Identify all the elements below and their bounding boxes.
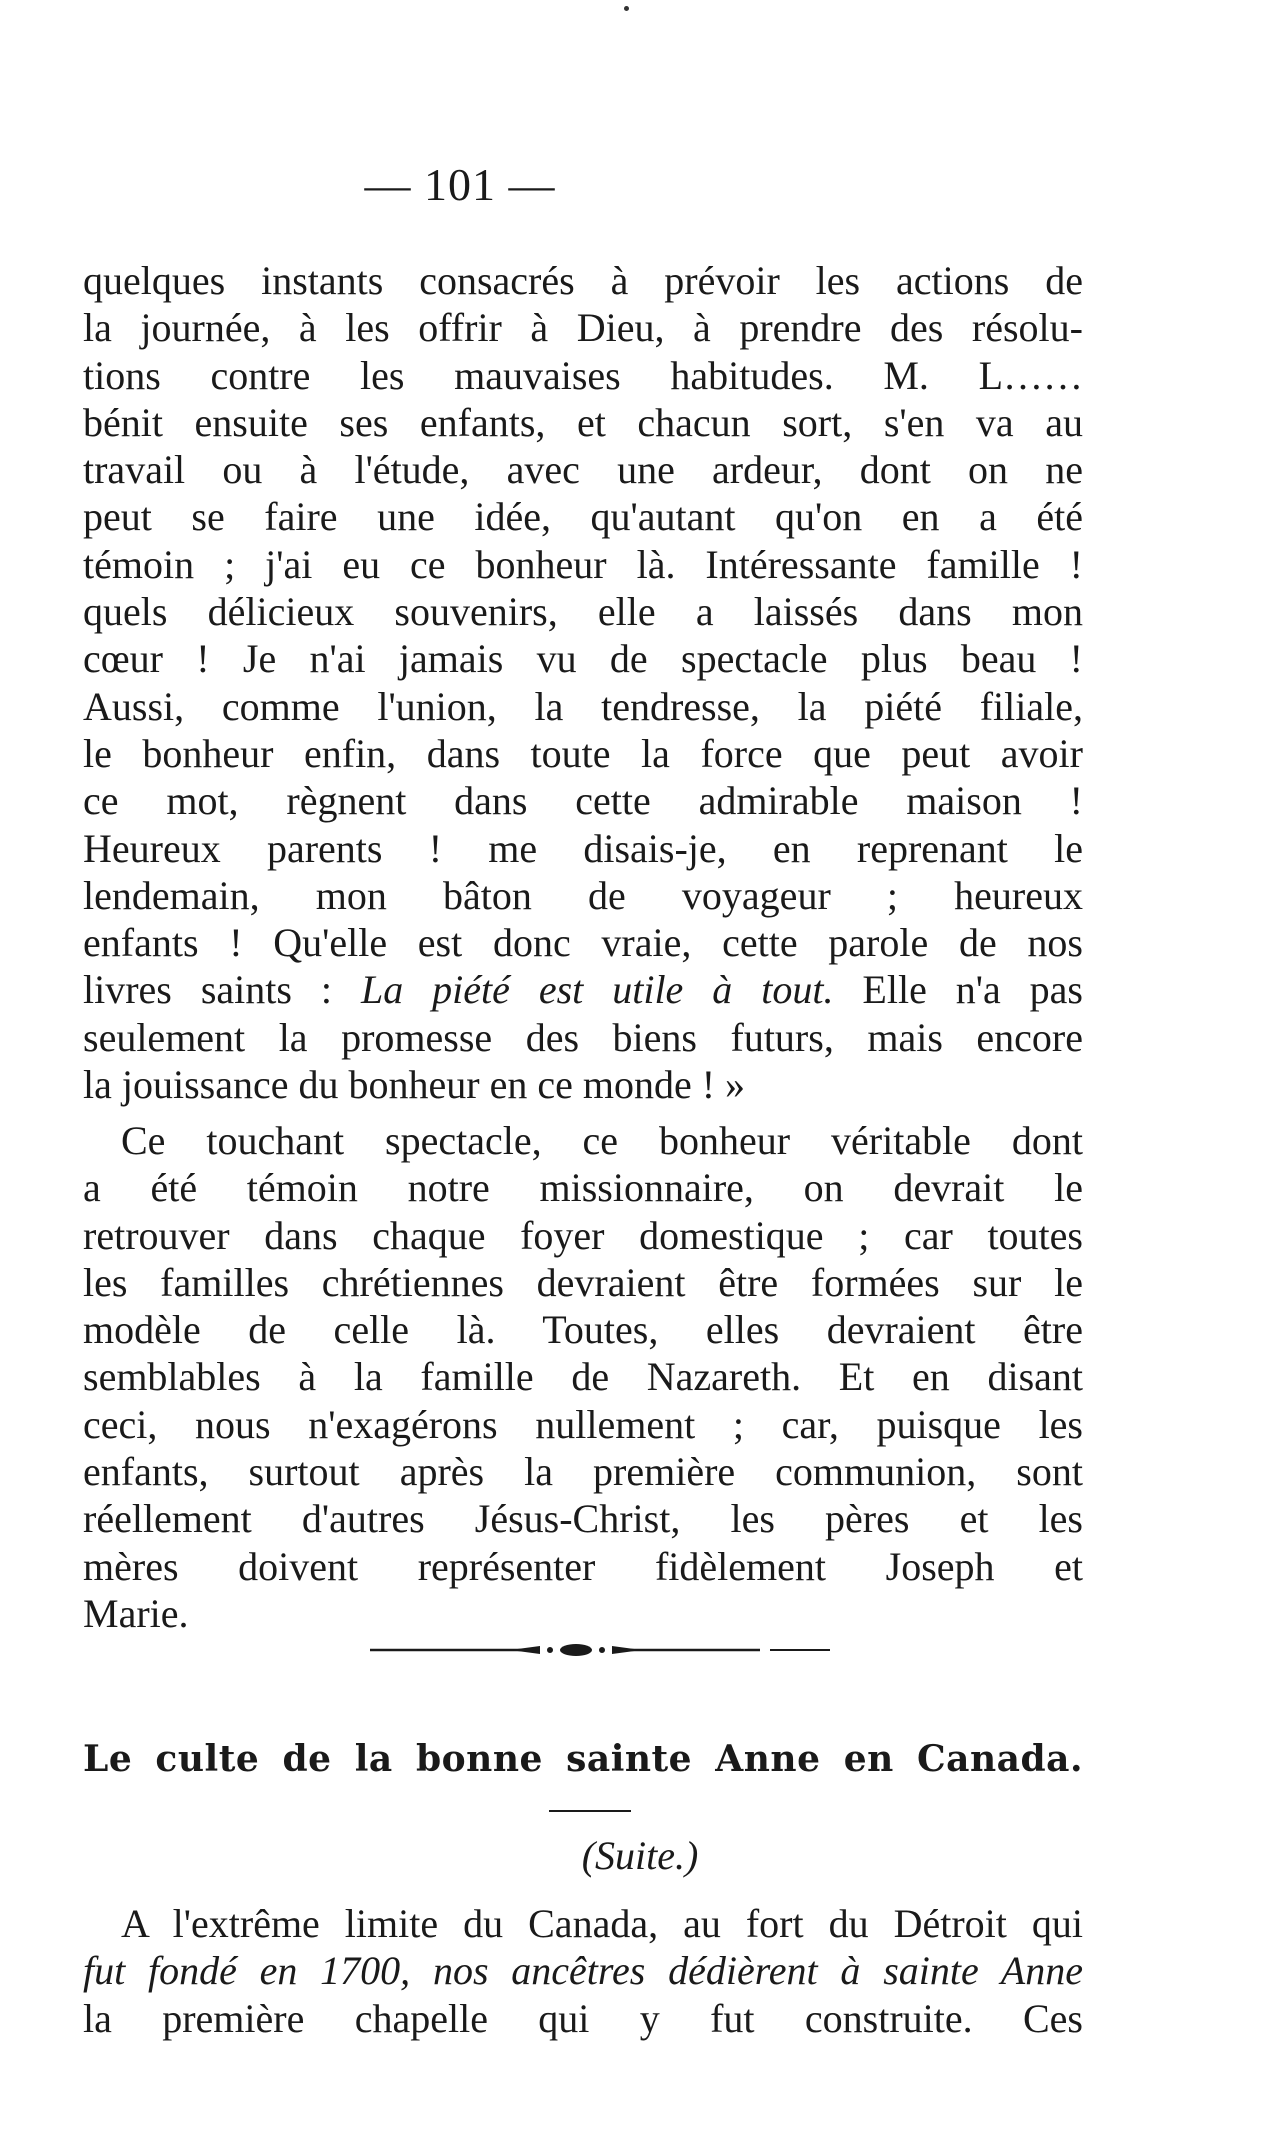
title-rule bbox=[549, 1810, 631, 1812]
text-line: bénit ensuite ses enfants, et chacun sort, s'en va au bbox=[83, 399, 1083, 445]
text-line: enfants ! Qu'elle est donc vraie, cette parole de nos bbox=[83, 920, 1083, 966]
text-line: A l'extrême limite du Canada, au fort du Détroit qui bbox=[121, 1901, 1083, 1946]
text-line: quelques instants consacrés à prévoir les actions de bbox=[83, 258, 1083, 303]
text-line: travail ou à l'étude, avec une ardeur, dont on ne bbox=[83, 447, 1083, 493]
section-subtitle: (Suite.) bbox=[581, 1833, 699, 1878]
text-line: ce mot, règnent dans cette admirable maison ! bbox=[83, 778, 1083, 824]
text-line: a été témoin notre missionnaire, on devrait le bbox=[83, 1165, 1083, 1211]
text-line: mères doivent représenter fidèlement Joseph et bbox=[83, 1543, 1083, 1589]
text-line: quels délicieux souvenirs, elle a laissés dans mon bbox=[83, 589, 1083, 635]
text-line: la journée, à les offrir à Dieu, à prendre des résolu- bbox=[83, 305, 1083, 351]
text-line: lendemain, mon bâton de voyageur ; heureux bbox=[83, 872, 1083, 918]
text-line-with-quote bbox=[83, 966, 1083, 1013]
text-line: peut se faire une idée, qu'autant qu'on en a été bbox=[83, 494, 1083, 540]
text-line: les familles chrétiennes devraient être formées sur le bbox=[83, 1259, 1083, 1305]
text-line: semblables à la famille de Nazareth. Et en disant bbox=[83, 1354, 1083, 1400]
paragraph-continued bbox=[83, 257, 1083, 1108]
text-line: tions contre les mauvaises habitudes. M. L…… bbox=[83, 352, 1083, 398]
paragraph-sainte-anne bbox=[83, 1900, 1083, 2042]
ornamental-divider bbox=[370, 1640, 830, 1660]
text-line: la première chapelle qui y fut construite. Ces bbox=[83, 1995, 1083, 2041]
ink-speck bbox=[624, 6, 629, 11]
text-line: le bonheur enfin, dans toute la force que peut avoir bbox=[83, 730, 1083, 776]
text-line: Marie. bbox=[83, 1590, 189, 1636]
scripture-quote: La piété est utile à tout. bbox=[360, 967, 834, 1013]
text-line: Aussi, comme l'union, la tendresse, la piété filiale, bbox=[83, 683, 1083, 729]
page-number: — 101 — bbox=[364, 159, 556, 210]
text-line: ceci, nous n'exagérons nullement ; car, puisque les bbox=[83, 1401, 1083, 1447]
text-line: Ce touchant spectacle, ce bonheur véritable dont bbox=[121, 1118, 1083, 1163]
text-line: cœur ! Je n'ai jamais vu de spectacle plus beau ! bbox=[83, 636, 1083, 682]
text-line: réellement d'autres Jésus-Christ, les pères et les bbox=[83, 1496, 1083, 1542]
paragraph-reflection bbox=[83, 1117, 1083, 1637]
text-line: enfants, surtout après la première communion, sont bbox=[83, 1449, 1083, 1495]
section-title: Le culte de la bonne sainte Anne en Canada. bbox=[83, 1738, 1083, 1780]
text-line: modèle de celle là. Toutes, elles devraient être bbox=[83, 1307, 1083, 1353]
text-line: seulement la promesse des biens futurs, mais encore bbox=[83, 1014, 1083, 1060]
text-segment: livres saints : bbox=[83, 967, 361, 1013]
text-segment: Elle n'a pas bbox=[833, 967, 1084, 1013]
text-line: la jouissance du bonheur en ce monde ! » bbox=[83, 1062, 746, 1108]
text-line: témoin ; j'ai eu ce bonheur là. Intéressante famille ! bbox=[83, 541, 1083, 587]
text-line: retrouver dans chaque foyer domestique ; car toutes bbox=[83, 1212, 1083, 1258]
text-line-italic: fut fondé en 1700, nos ancêtres dédièrent à sainte Anne bbox=[83, 1948, 1083, 1994]
text-line: Heureux parents ! me disais-je, en reprenant le bbox=[83, 825, 1083, 871]
